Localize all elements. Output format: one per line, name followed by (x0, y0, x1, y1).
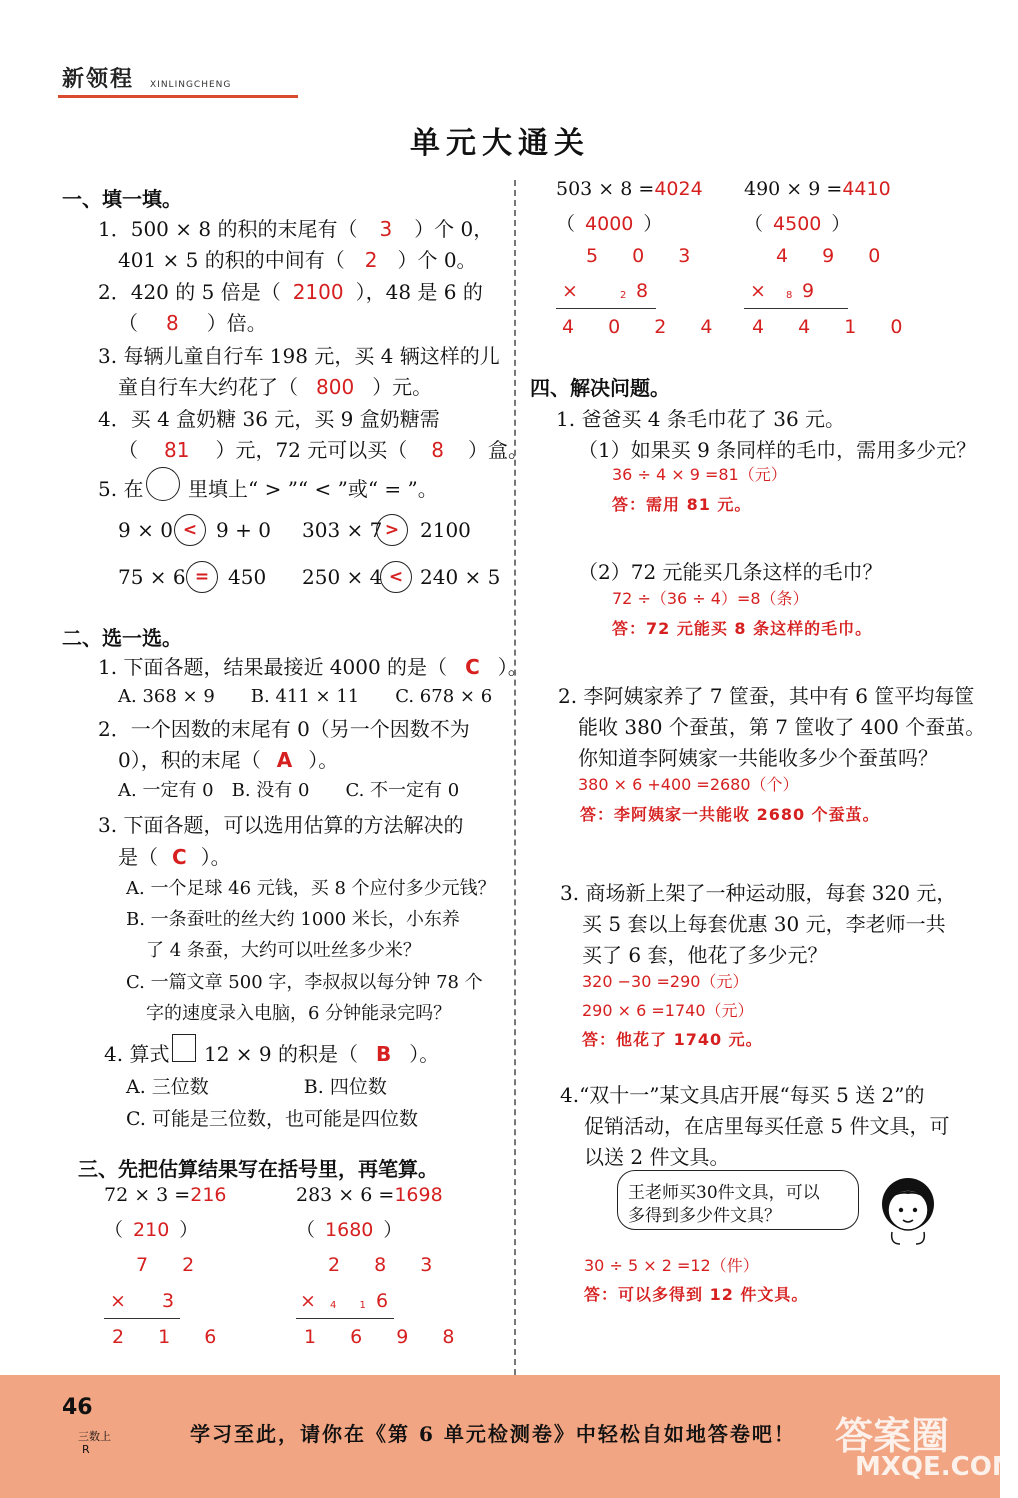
s2-q3-option-c2: 字的速度录入电脑，6 分钟能录完吗？ (146, 1003, 452, 1024)
grade-label: 三数上 (78, 1430, 111, 1443)
s1-q1b: 401 × 5 的积的中间有（ 2 ）个 0。 (118, 248, 477, 272)
blank-box-icon (172, 1034, 196, 1062)
s2-q2-options: A. 一定有 0 B. 没有 0 C. 不一定有 0 (118, 780, 460, 801)
compare-3-left: 75 × 6 (118, 565, 186, 589)
s2-q3-answer: C (172, 845, 187, 869)
calc-1-top: 7 2 (136, 1254, 209, 1276)
s2-q3b: 是（ C ）。 (118, 845, 231, 869)
calc-4-estimate: （ 4500 ） (744, 213, 851, 235)
brand-underline (58, 95, 298, 98)
calc-2-estimate-value: 1680 (325, 1219, 374, 1241)
s2-q3-option-b1: B. 一条蚕吐的丝大约 1000 米长，小东养 (126, 909, 460, 930)
compare-3-sign: = (186, 561, 218, 593)
s2-q3-option-b2: 了 4 条蚕，大约可以吐丝多少米？ (146, 940, 421, 961)
calc-1-times: × (110, 1290, 140, 1312)
section-4-heading: 四、解决问题。 (530, 376, 670, 400)
s1-q4b: （ 81 ）元，72 元可以买（ 8 ）盒。 (118, 438, 528, 462)
s4-p4a: 4.“双十一”某文具店开展“每买 5 送 2”的 (560, 1083, 925, 1107)
compare-1-sign: < (174, 514, 206, 546)
girl-cartoon-icon (870, 1170, 950, 1250)
calc-3: 503 × 8 =4024 (556, 178, 703, 200)
watermark-logo: 答案圈 (835, 1414, 950, 1458)
section-3-heading: 三、先把估算结果写在括号里，再笔算。 (78, 1157, 438, 1181)
s2-q4-prefix: 4. 算式 (104, 1042, 170, 1066)
calc-4-multiplier: 9 (802, 280, 829, 302)
s4-p2-answer: 答：李阿姨家一共能收 2680 个蚕茧。 (580, 805, 880, 824)
s2-q2b: 0），积的末尾（ A ）。 (118, 748, 339, 772)
section-1-heading: 一、填一填。 (62, 187, 182, 211)
speech-bubble-line1: 王老师买30件文具，可以 (628, 1183, 820, 1203)
s1-q1a-answer: 3 (379, 217, 393, 241)
compare-1-right: 9 + 0 (216, 518, 271, 542)
s4-p3-answer: 答：他花了 1740 元。 (582, 1030, 763, 1049)
empty-circle-icon (146, 467, 180, 501)
compare-4-right: 240 × 5 (420, 565, 501, 589)
s1-q5-prefix: 5. 在 (98, 477, 144, 501)
s2-q2a: 2．一个因数的末尾有 0（另一个因数不为 (98, 717, 470, 741)
s4-p2b: 能收 380 个蚕茧，第 7 筐收了 400 个蚕茧。 (578, 715, 986, 739)
column-divider (514, 180, 516, 1375)
speech-bubble-line2: 多得到多少件文具？ (628, 1206, 781, 1226)
calc-4-times: × (750, 280, 780, 302)
calc-4-result: 4 4 1 0 (752, 316, 917, 338)
s4-p2-calc: 380 × 6 +400 =2680（个） (578, 775, 799, 794)
compare-3-right: 450 (228, 565, 267, 589)
calc-4: 490 × 9 =4410 (744, 178, 891, 200)
calc-2-result: 1 6 9 8 (304, 1326, 469, 1348)
compare-4-sign: < (380, 561, 412, 593)
s1-q2a: 2．420 的 5 倍是（ 2100 ），48 是 6 的 (98, 280, 483, 304)
s1-q4-answer2: 8 (431, 438, 444, 462)
calc-4-estimate-value: 4500 (773, 213, 822, 235)
brand-latin: XINLINGCHENG (150, 80, 232, 90)
s2-q4-answer: B (376, 1042, 392, 1066)
calc-2-top: 2 8 3 (328, 1254, 447, 1276)
compare-2-right: 2100 (420, 518, 471, 542)
calc-3-top: 5 0 3 (586, 245, 705, 267)
calc-1-estimate-value: 210 (133, 1219, 170, 1241)
s1-q1a: 1．500 × 8 的积的末尾有（ 3 ）个 0， (98, 217, 494, 241)
calc-4-top: 4 9 0 (776, 245, 895, 267)
s4-p1b-answer: 答：72 元能买 8 条这样的毛巾。 (612, 619, 873, 638)
s4-p3-calc2: 290 × 6 =1740（元） (582, 1001, 754, 1020)
calc-1-answer: 216 (190, 1184, 227, 1206)
calc-3-multiplier: 8 (636, 280, 663, 302)
s2-q3-option-c1: C. 一篇文章 500 字，李叔叔以每分钟 78 个 (126, 972, 483, 993)
s4-p4-answer: 答：可以多得到 12 件文具。 (584, 1285, 809, 1304)
s1-q2b: （ 8 ）倍。 (118, 311, 267, 335)
s2-q3a: 3. 下面各题，可以选用估算的方法解决的 (98, 813, 464, 837)
s2-q4-options-ab: A. 三位数 B. 四位数 (126, 1076, 387, 1098)
compare-1-left: 9 × 0 (118, 518, 173, 542)
calc-4-answer: 4410 (842, 178, 891, 200)
calc-4-carry: 8 (786, 290, 793, 301)
footer-message: 学习至此，请你在《第 6 单元检测卷》中轻松自如地答卷吧！ (190, 1422, 796, 1446)
s4-p2a: 2. 李阿姨家养了 7 筐蚕，其中有 6 筐平均每筐 (558, 684, 975, 708)
calc-2-multiplier: 6 (376, 1290, 403, 1312)
s2-q3-option-a: A. 一个足球 46 元钱，买 8 个应付多少元钱？ (126, 878, 496, 899)
calc-3-line (556, 308, 656, 309)
calc-1-estimate: （ 210 ） (104, 1219, 199, 1241)
calc-3-estimate: （ 4000 ） (556, 213, 663, 235)
s4-p1: 1. 爸爸买 4 条毛巾花了 36 元。 (556, 407, 846, 431)
calc-2-answer: 1698 (394, 1184, 443, 1206)
calc-1-result: 2 1 6 (112, 1326, 231, 1348)
s4-p1a-calc: 36 ÷ 4 × 9 =81（元） (612, 465, 787, 484)
calc-1-line (104, 1318, 180, 1319)
compare-4-left: 250 × 4 (302, 565, 383, 589)
s1-q3a: 3. 每辆儿童自行车 198 元，买 4 辆这样的儿 (98, 344, 500, 368)
s1-q3-answer: 800 (316, 375, 355, 399)
s1-q3b: 童自行车大约花了（ 800 ）元。 (118, 375, 433, 399)
s4-p4c: 以送 2 件文具。 (584, 1145, 730, 1169)
s4-p4b: 促销活动，在店里每买任意 5 件文具，可 (584, 1114, 950, 1138)
calc-2-times: × (300, 1290, 330, 1312)
calc-2: 283 × 6 =1698 (296, 1184, 443, 1206)
s1-q4a: 4．买 4 盒奶糖 36 元，买 9 盒奶糖需 (98, 407, 440, 431)
s4-p1a: （1）如果买 9 条同样的毛巾，需用多少元？ (578, 438, 977, 462)
s4-p3-calc1: 320 −30 =290（元） (582, 972, 749, 991)
page-title: 单元大通关 (410, 126, 590, 161)
page-number: 46 (62, 1395, 93, 1420)
calc-2-line (296, 1318, 394, 1319)
s2-q4-option-c: C. 可能是三位数，也可能是四位数 (126, 1108, 418, 1130)
calc-3-times: × (562, 280, 592, 302)
s4-p3b: 买 5 套以上每套优惠 30 元，李老师一共 (582, 912, 946, 936)
s1-q1b-answer: 2 (364, 248, 378, 272)
compare-2-sign: > (376, 514, 408, 546)
calc-3-result: 4 0 2 4 (562, 316, 727, 338)
s2-q1: 1. 下面各题，结果最接近 4000 的是（ C ）。 (98, 655, 528, 679)
watermark-url: MXQE.COM (855, 1452, 1018, 1482)
s4-p4-calc: 30 ÷ 5 × 2 =12（件） (584, 1256, 759, 1275)
calc-2-estimate: （ 1680 ） (296, 1219, 403, 1241)
s4-p1a-answer: 答：需用 81 元。 (612, 495, 752, 514)
calc-2-carry: 4 1 (330, 1300, 376, 1311)
compare-2-left: 303 × 7 (302, 518, 383, 542)
s1-q2a-answer: 2100 (292, 280, 344, 304)
s2-q4: 12 × 9 的积是（ B ）。 (204, 1042, 440, 1066)
s2-q2-answer: A (276, 748, 293, 772)
s4-p1b: （2）72 元能买几条这样的毛巾？ (578, 560, 883, 584)
s2-q1-answer: C (465, 655, 480, 679)
section-2-heading: 二、选一选。 (62, 626, 182, 650)
s1-q5-text: 里填上“ > ”“ < ”或“ = ”。 (188, 477, 438, 501)
calc-3-estimate-value: 4000 (585, 213, 634, 235)
calc-4-line (744, 308, 848, 309)
calc-3-answer: 4024 (654, 178, 703, 200)
s2-q1-options: A. 368 × 9 B. 411 × 11 C. 678 × 6 (118, 686, 493, 707)
s4-p1b-calc: 72 ÷（36 ÷ 4）=8（条） (612, 589, 809, 608)
calc-1: 72 × 3 =216 (104, 1184, 227, 1206)
s4-p2c: 你知道李阿姨家一共能收多少个蚕茧吗？ (578, 746, 938, 770)
brand-logo: 新领程 (62, 66, 135, 92)
s1-q4-answer1: 81 (164, 438, 190, 462)
calc-3-carry: 2 (620, 290, 627, 301)
s4-p3a: 3. 商场新上架了一种运动服，每套 320 元， (560, 881, 957, 905)
calc-1-multiplier: 3 (162, 1290, 189, 1312)
edition-label: R (82, 1443, 90, 1456)
s4-p3c: 买了 6 套，他花了多少元？ (582, 943, 828, 967)
s1-q2b-answer: 8 (166, 311, 179, 335)
